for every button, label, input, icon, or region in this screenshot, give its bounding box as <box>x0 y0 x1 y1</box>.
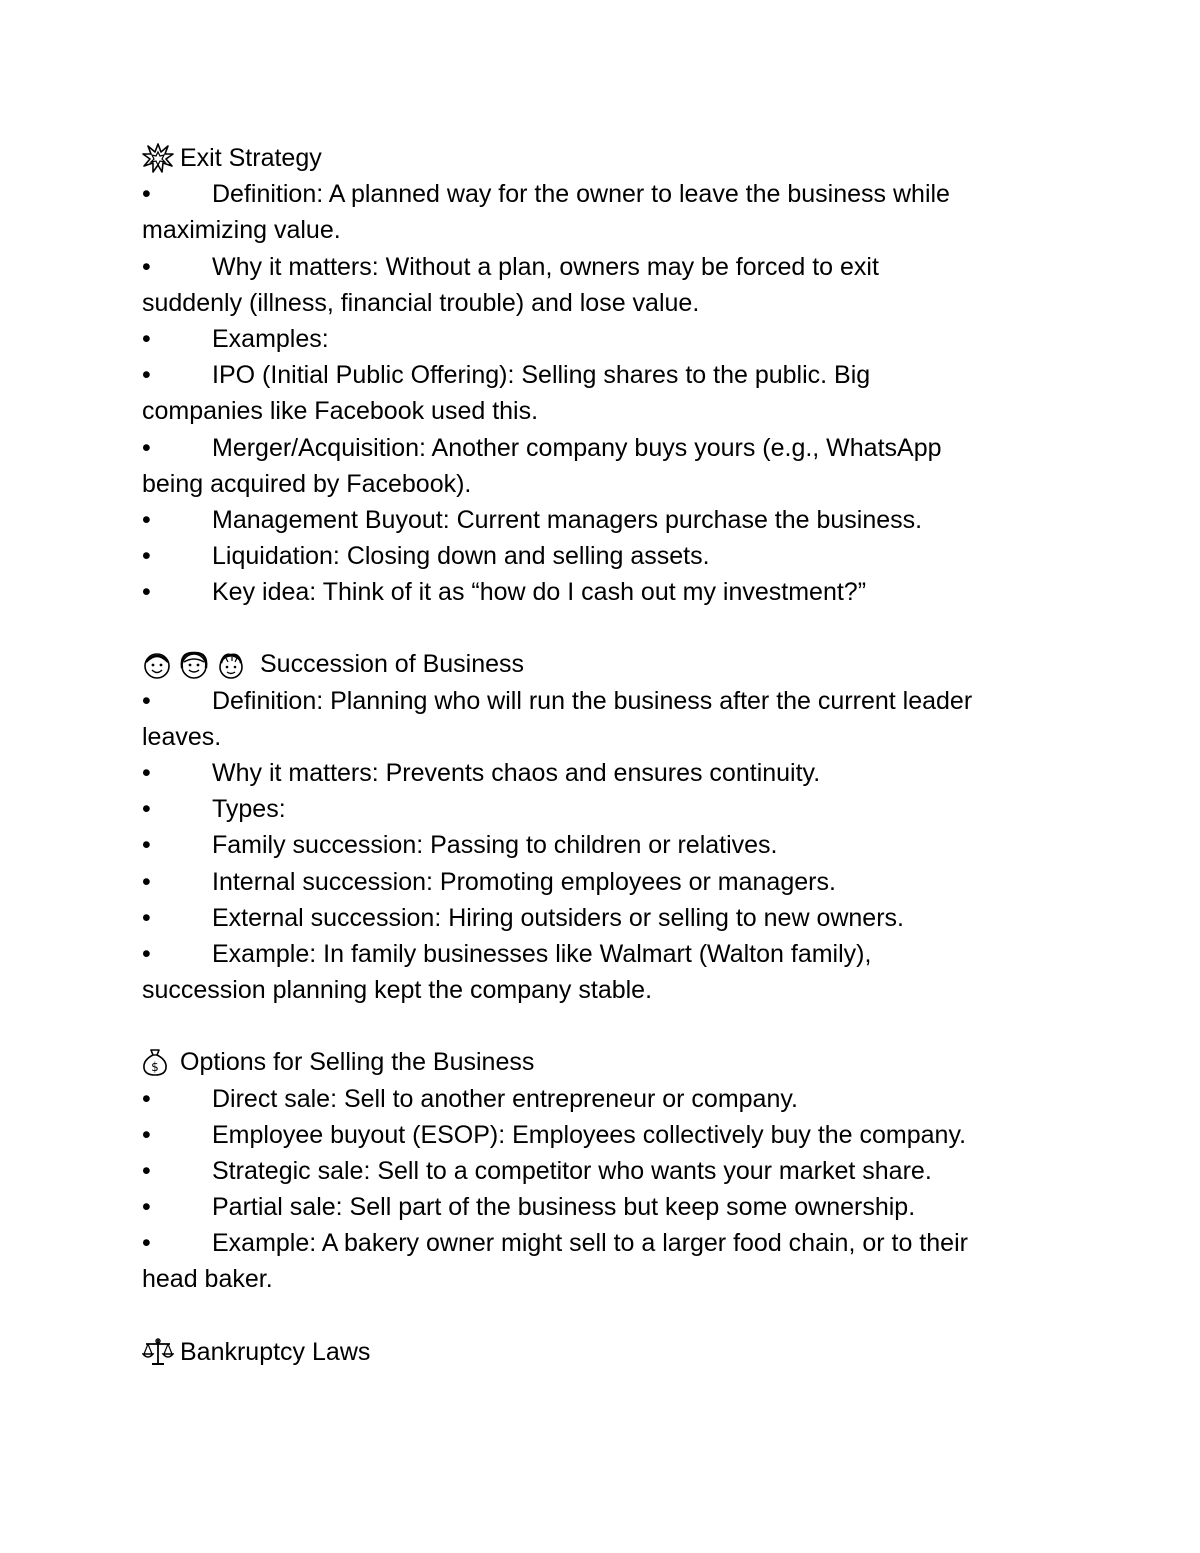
section-heading <box>142 1044 1062 1080</box>
bullet-marker: • <box>142 1156 151 1185</box>
section-spacer <box>142 1298 1062 1334</box>
list-item: • Example: A bakery owner might sell to a larger food chain, or to their <box>142 1225 1062 1261</box>
list-item: • Key idea: Think of it as “how do I cash out my investment?” <box>142 574 1062 610</box>
section-exit-strategy <box>142 140 1062 610</box>
list-item: • Liquidation: Closing down and selling assets. <box>142 538 1062 574</box>
list-item: • Merger/Acquisition: Another company buys yours (e.g., WhatsApp <box>142 430 1062 466</box>
list-item: • Family succession: Passing to children or relatives. <box>142 827 1062 863</box>
money-bag-icon <box>142 1047 168 1077</box>
collision-icon <box>142 143 174 173</box>
bullet-marker: • <box>142 939 151 968</box>
list-item: • Direct sale: Sell to another entrepreneur or company. <box>142 1081 1062 1117</box>
bullet-marker: • <box>142 1193 151 1222</box>
section-spacer <box>142 610 1062 646</box>
bullet-marker: • <box>142 361 151 390</box>
section-title: Exit Strategy <box>180 144 322 172</box>
bullet-marker: • <box>142 1229 151 1258</box>
list-item-continuation: suddenly (illness, financial trouble) and lose value. <box>142 288 700 317</box>
list-item: • Internal succession: Promoting employees or managers. <box>142 864 1062 900</box>
list-item: • Definition: A planned way for the owner to leave the business while <box>142 176 1062 212</box>
list-item: • Types: <box>142 791 1062 827</box>
bullet-marker: • <box>142 686 151 715</box>
list-item: • Example: In family businesses like Walmart (Walton family), <box>142 936 1062 972</box>
bullet-marker: • <box>142 542 151 571</box>
list-item: • Strategic sale: Sell to a competitor who wants your market share. <box>142 1153 1062 1189</box>
bullet-marker: • <box>142 324 151 353</box>
list-item: • Why it matters: Prevents chaos and ensures continuity. <box>142 755 1062 791</box>
list-item-continuation: being acquired by Facebook). <box>142 469 472 498</box>
list-item: • IPO (Initial Public Offering): Selling shares to the public. Big <box>142 357 1062 393</box>
section-title: Options for Selling the Business <box>180 1048 535 1077</box>
bullet-marker: • <box>142 578 151 607</box>
list-item-continuation: head baker. <box>142 1265 273 1294</box>
section-succession <box>142 646 1062 1008</box>
section-heading <box>142 1334 1062 1370</box>
section-heading <box>142 140 1062 176</box>
list-item: • External succession: Hiring outsiders or selling to new owners. <box>142 900 1062 936</box>
bullet-marker: • <box>142 759 151 787</box>
bullet-marker: • <box>142 505 151 534</box>
balance-scale-icon <box>142 1337 174 1367</box>
svg-text:$: $ <box>151 1060 159 1075</box>
bullet-marker: • <box>142 831 151 860</box>
list-item: • Employee buyout (ESOP): Employees collectively buy the company. <box>142 1117 1062 1153</box>
family-faces-icon <box>142 650 254 680</box>
section-bankruptcy <box>142 1334 1062 1370</box>
list-item: • Partial sale: Sell part of the business but keep some ownership. <box>142 1189 1062 1225</box>
list-item: • Management Buyout: Current managers purchase the business. <box>142 502 1062 538</box>
bullet-marker: • <box>142 180 151 209</box>
bullet-marker: • <box>142 867 151 896</box>
bullet-marker: • <box>142 903 151 932</box>
bullet-marker: • <box>142 1084 151 1113</box>
section-title: Succession of Business <box>260 650 525 679</box>
list-item-continuation: maximizing value. <box>142 216 341 245</box>
bullet-marker: • <box>142 1120 151 1149</box>
bullet-marker: • <box>142 252 151 281</box>
list-item-continuation: leaves. <box>142 722 222 751</box>
section-title: Bankruptcy Laws <box>180 1337 371 1366</box>
list-item-continuation: companies like Facebook used this. <box>142 397 539 426</box>
bullet-marker: • <box>142 795 151 824</box>
list-item: • Definition: Planning who will run the business after the current leader <box>142 683 1062 719</box>
section-heading <box>142 646 1062 682</box>
list-item: • Why it matters: Without a plan, owners may be forced to exit <box>142 249 1062 285</box>
section-spacer <box>142 1008 1062 1044</box>
list-item: • Examples: <box>142 321 1062 357</box>
bullet-marker: • <box>142 433 151 462</box>
list-item-continuation: succession planning kept the company stable. <box>142 976 653 1005</box>
document-page <box>142 140 1062 1370</box>
section-selling-options <box>142 1044 1062 1297</box>
